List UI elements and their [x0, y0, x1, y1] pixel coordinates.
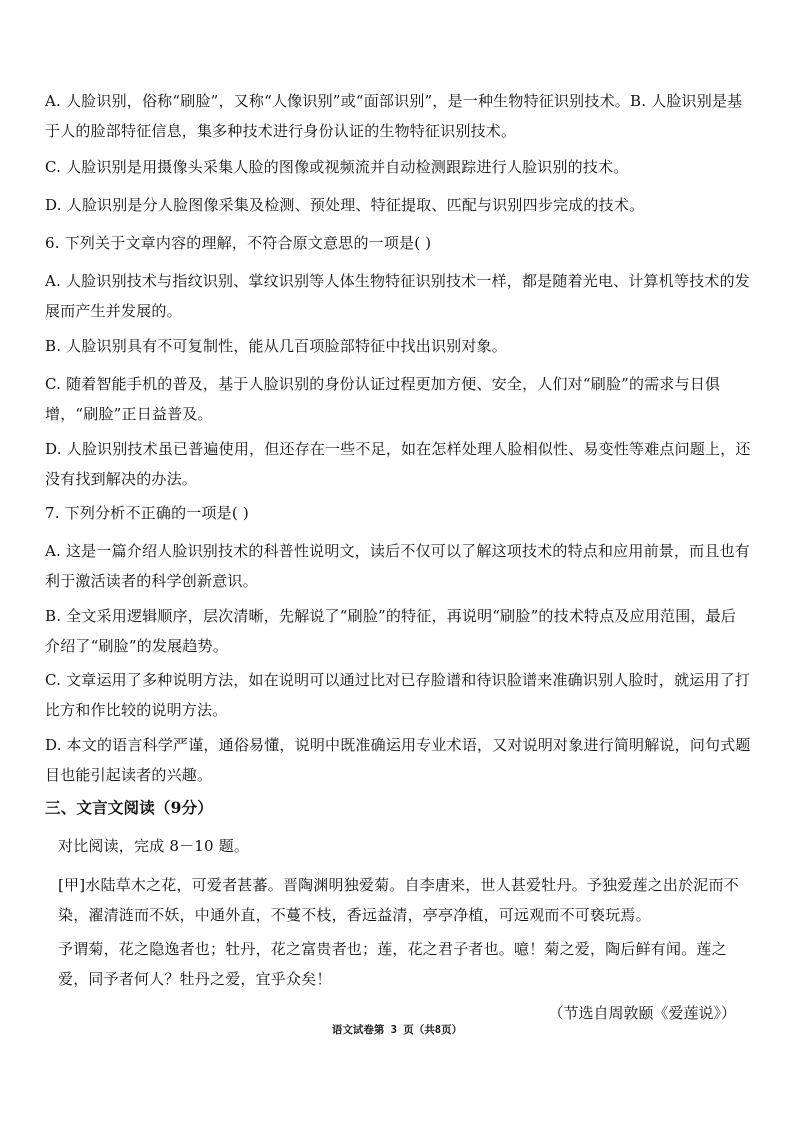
question-7-option-c: C. 文章运用了多种说明方法，如在说明可以通过比对已存脸谱和待识脸谱来准确识别人脸时，就运用了打比方和作比较的说明方法。 — [45, 671, 751, 719]
section-heading: 三、文言文阅读（9分） — [45, 798, 213, 817]
classical-passage-2: 予谓菊，花之隐逸者也；牡丹，花之富贵者也；莲，花之君子者也。噫！菊之爱，陶后鲜有闻。莲之爱，同予者何人？牡丹之爱，宜乎众矣！ — [58, 940, 727, 988]
question-6: 6. 下列关于文章内容的理解，不符合原文意思的一项是( ) — [45, 234, 432, 252]
question-7-option-b: B. 全文采用逻辑顺序，层次清晰，先解说了“刷脸”的特征，再说明“刷脸”的技术特点及应用范围，最后介绍了“刷脸”的发展趋势。 — [45, 607, 737, 655]
option-a-definition: A. 人脸识别，俗称“刷脸”，又称“人像识别”或“面部识别”，是一种生物特征识别技术。B. 人脸识别是基于人的脸部特征信息，集多种技术进行身份认证的生物特征识别技术。 — [45, 92, 743, 140]
question-7: 7. 下列分析不正确的一项是( ) — [45, 504, 249, 522]
classical-passage-1: [甲]水陆草木之花，可爱者甚蕃。晋陶渊明独爱菊。自李唐来，世人甚爱牡丹。予独爱莲之出於泥而不染，濯清涟而不妖，中通外直，不蔓不枝，香远益清，亭亭净植，可远观而不可亵玩焉。 — [58, 876, 739, 924]
question-6-option-d: D. 人脸识别技术虽已普遍使用，但还存在一些不足，如在怎样处理人脸相似性、易变性等难点问题上，还没有找到解决的办法。 — [45, 440, 751, 488]
question-6-option-b: B. 人脸识别具有不可复制性，能从几百项脸部特征中找出识别对象。 — [45, 337, 507, 355]
question-7-option-a: A. 这是一篇介绍人脸识别技术的科普性说明文，读后不仅可以了解这项技术的特点和应用前景，而且也有利于激活读者的科学创新意识。 — [45, 542, 750, 590]
option-d-definition: D. 人脸识别是分人脸图像采集及检测、预处理、特征提取、匹配与识别四步完成的技术。 — [45, 196, 645, 214]
reading-instruction: 对比阅读，完成 8－10 题。 — [58, 837, 250, 855]
question-6-option-a: A. 人脸识别技术与指纹识别、掌纹识别等人体生物特征识别技术一样，都是随着光电、计算机等技术的发展而产生并发展的。 — [45, 272, 750, 320]
option-c-definition: C. 人脸识别是用摄像头采集人脸的图像或视频流并自动检测跟踪进行人脸识别的技术。 — [45, 158, 629, 176]
question-6-option-c: C. 随着智能手机的普及，基于人脸识别的身份认证过程更加方便、安全，人们对“刷脸”的需求与日俱增，“刷脸”正日益普及。 — [45, 375, 721, 423]
passage-source: （节选自周敦颐《爱莲说》） — [548, 1004, 736, 1022]
question-7-option-d: D. 本文的语言科学严谨，通俗易懂，说明中既准确运用专业术语，又对说明对象进行简明解说，问句式题目也能引起读者的兴趣。 — [45, 736, 751, 784]
page-footer: 语文试卷第 3 页（共8页） — [331, 1024, 463, 1036]
